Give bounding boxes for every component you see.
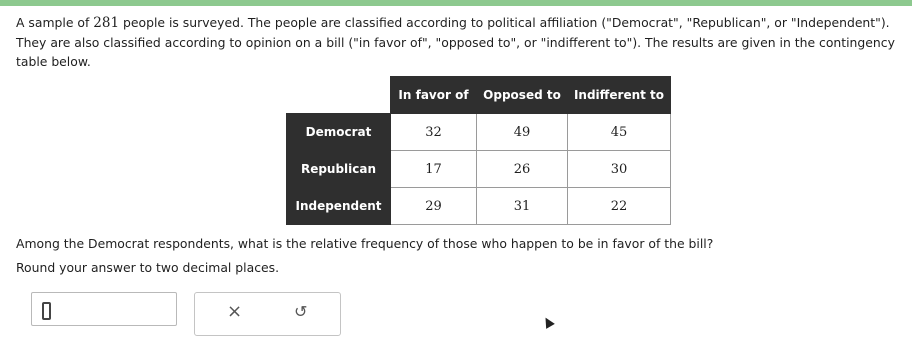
row-header: Republican (287, 151, 391, 188)
progress-bar-fill (0, 0, 912, 6)
undo-button[interactable]: ↺ (294, 302, 308, 321)
column-header: Opposed to (477, 77, 568, 114)
input-cursor-icon (42, 302, 51, 320)
table-cell: 22 (568, 188, 671, 225)
row-header: Democrat (287, 114, 391, 151)
problem-text (16, 13, 901, 71)
table-row (287, 114, 671, 151)
table-corner (287, 77, 391, 114)
rounding-instruction: Round your answer to two decimal places. (16, 260, 280, 275)
table-header-row (287, 77, 671, 114)
answer-actions (194, 292, 341, 336)
table-row (287, 188, 671, 225)
table-cell: 26 (477, 151, 568, 188)
column-header: In favor of (391, 77, 477, 114)
problem-text-part1: A sample of (16, 15, 94, 30)
table-cell: 49 (477, 114, 568, 151)
sample-size: 281 (93, 15, 120, 31)
table-cell: 32 (391, 114, 477, 151)
table-cell: 17 (391, 151, 477, 188)
clear-button[interactable]: × (227, 301, 243, 322)
answer-input[interactable] (31, 292, 177, 326)
table-cell: 31 (477, 188, 568, 225)
column-header: Indifferent to (568, 77, 671, 114)
problem-text-part2: people is surveyed. The people are classified according to political affiliation ("Democrat", "Republican", or "Independent"). They are also classified according to opinion on a bill ("in favor of", "opposed to", or "indifferent to"). The results are given in the contingency table below. (16, 15, 895, 69)
table-cell: 45 (568, 114, 671, 151)
table-cell: 29 (391, 188, 477, 225)
table-cell: 30 (568, 151, 671, 188)
question-text: Among the Democrat respondents, what is the relative frequency of those who happen to be in favor of the bill? (16, 236, 714, 251)
contingency-table (286, 76, 671, 225)
progress-bar (0, 0, 912, 6)
mouse-pointer-icon (541, 315, 555, 329)
table-row (287, 151, 671, 188)
row-header: Independent (287, 188, 391, 225)
